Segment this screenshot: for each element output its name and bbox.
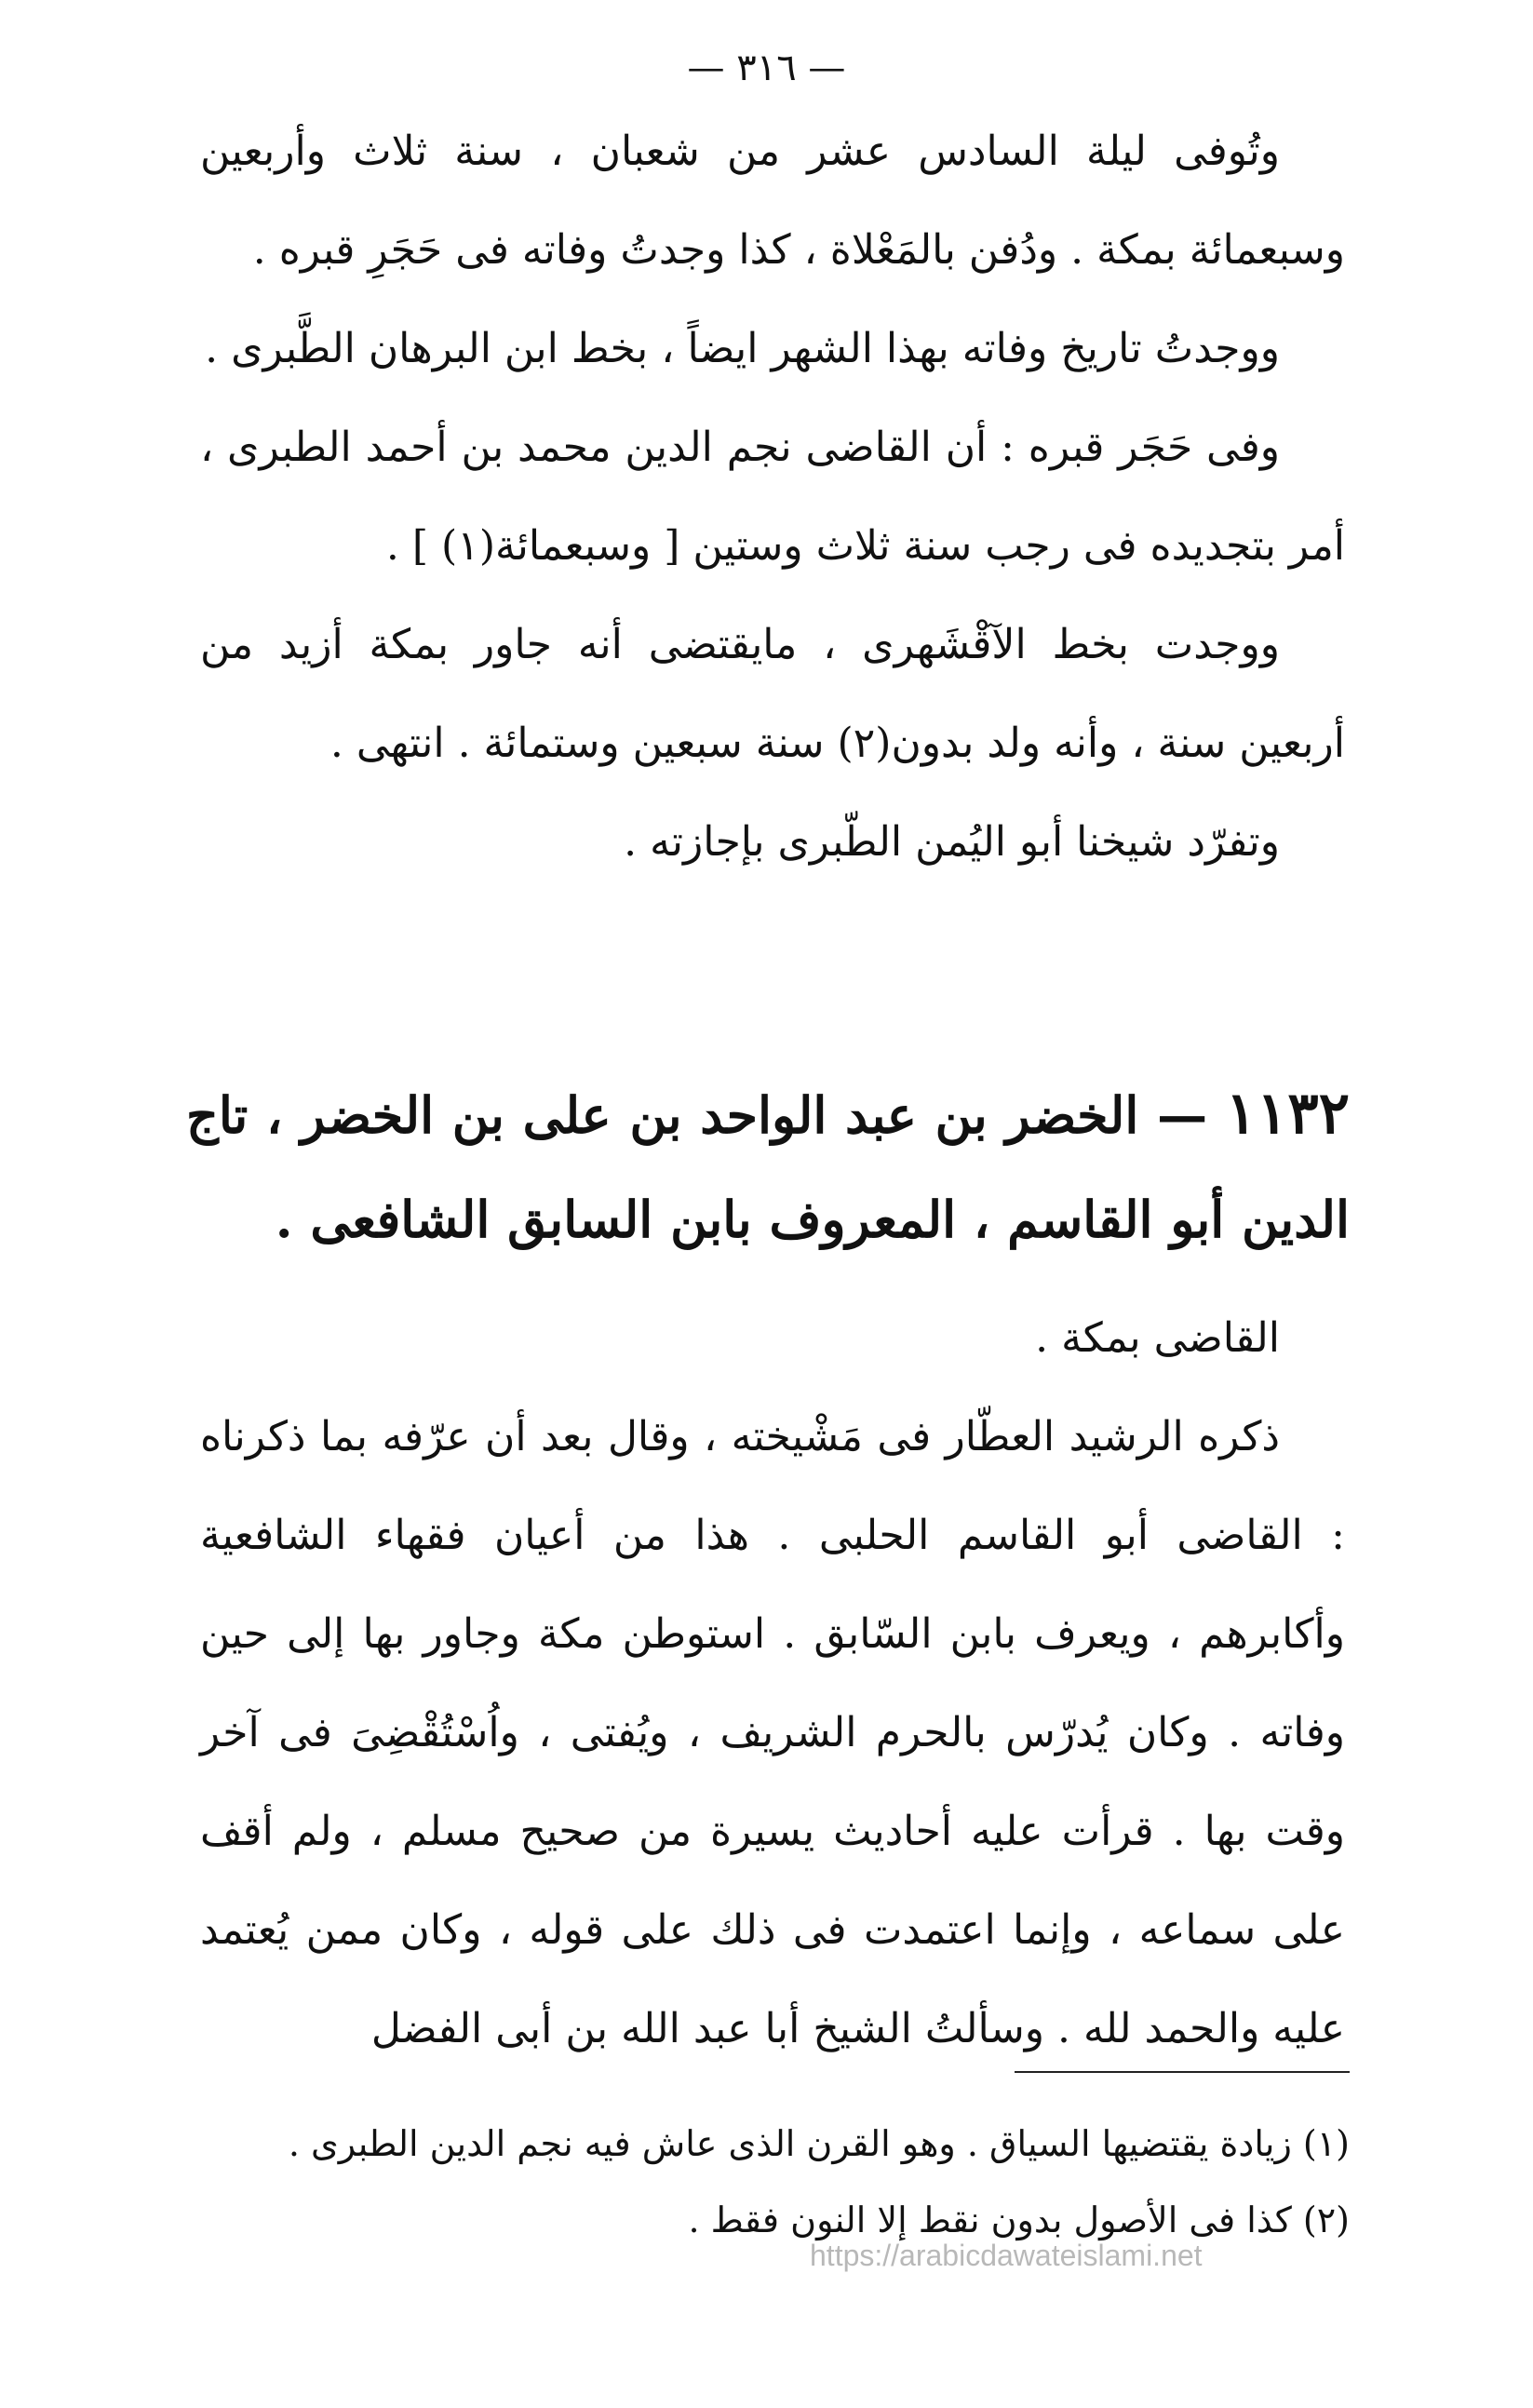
footnotes — [233, 2105, 1350, 2258]
paragraph-5: وتفرّد شيخنا أبو اليُمن الطّبرى بإجازته . — [624, 818, 1280, 866]
bottom-text-block — [200, 1289, 1345, 2078]
paragraph-2: ووجدتُ تاريخ وفاته بهذا الشهر ايضاً ، بخط ابن البرهان الطَّبرى . — [205, 325, 1280, 372]
paragraph-7: ذكره الرشيد العطّار فى مَشْيخته ، وقال بعد أن عرّفه بما ذكرناه : القاضى أبو القاسم الحلبى . هذا من أعيان فقهاء الشافعية وأكابرهم ، ويعرف بابن السّابق . استوطن مكة وجاور بها إلى حين وفاته . وكان يُدرّس بالحرم الشريف ، ويُفتى ، واُسْتُقْضِىَ فى آخر وقت بها . قرأت عليه أحاديث يسيرة من صحيح مسلم ، ولم أقف على سماعه ، وإنما اعتمدت فى ذلك على قوله ، وكان ممن يُعتمد عليه والحمد لله . وسألتُ الشيخ أبا عبد الله بن أبى الفضل — [200, 1413, 1345, 2052]
entry-heading — [186, 1061, 1350, 1271]
footnote-2: (٢) كذا فى الأصول بدون نقط إلا النون فقط . — [688, 2199, 1350, 2240]
paragraph-1: وتُوفى ليلة السادس عشر من شعبان ، سنة ثلاث وأربعين وسبعمائة بمكة . ودُفن بالمَعْلاة ، كذا وجدتُ وفاته فى حَجَرِ قبره . — [200, 128, 1345, 274]
page-number: — ٣١٦ — — [687, 47, 846, 89]
footnote-1: (١) زيادة يقتضيها السياق . وهو القرن الذى عاش فيه نجم الدين الطبرى . — [288, 2123, 1350, 2164]
paragraph-4: ووجدت بخط الآقْشَهرى ، مايقتضى أنه جاور بمكة أزيد من أربعين سنة ، وأنه ولد بدون(٢) سنة سبعين وستمائة . انتهى . — [200, 621, 1345, 767]
top-text-block — [200, 102, 1345, 892]
paragraph-6: القاضى بمكة . — [1035, 1314, 1280, 1362]
watermark-url: https://arabicdawateislami.net — [810, 2239, 1203, 2272]
entry-number: ١١٣٢ — [1225, 1079, 1350, 1147]
entry-title: — الخضر بن عبد الواحد بن على بن الخضر ، تاج الدين أبو القاسم ، المعروف بابن السابق الشافعى . — [186, 1085, 1350, 1249]
paragraph-3: وفى حَجَر قبره : أن القاضى نجم الدين محمد بن أحمد الطبرى ، أمر بتجديده فى رجب سنة ثلاث وستين [ وسبعمائة(١) ] . — [200, 424, 1345, 570]
footnote-divider — [1015, 2071, 1350, 2073]
